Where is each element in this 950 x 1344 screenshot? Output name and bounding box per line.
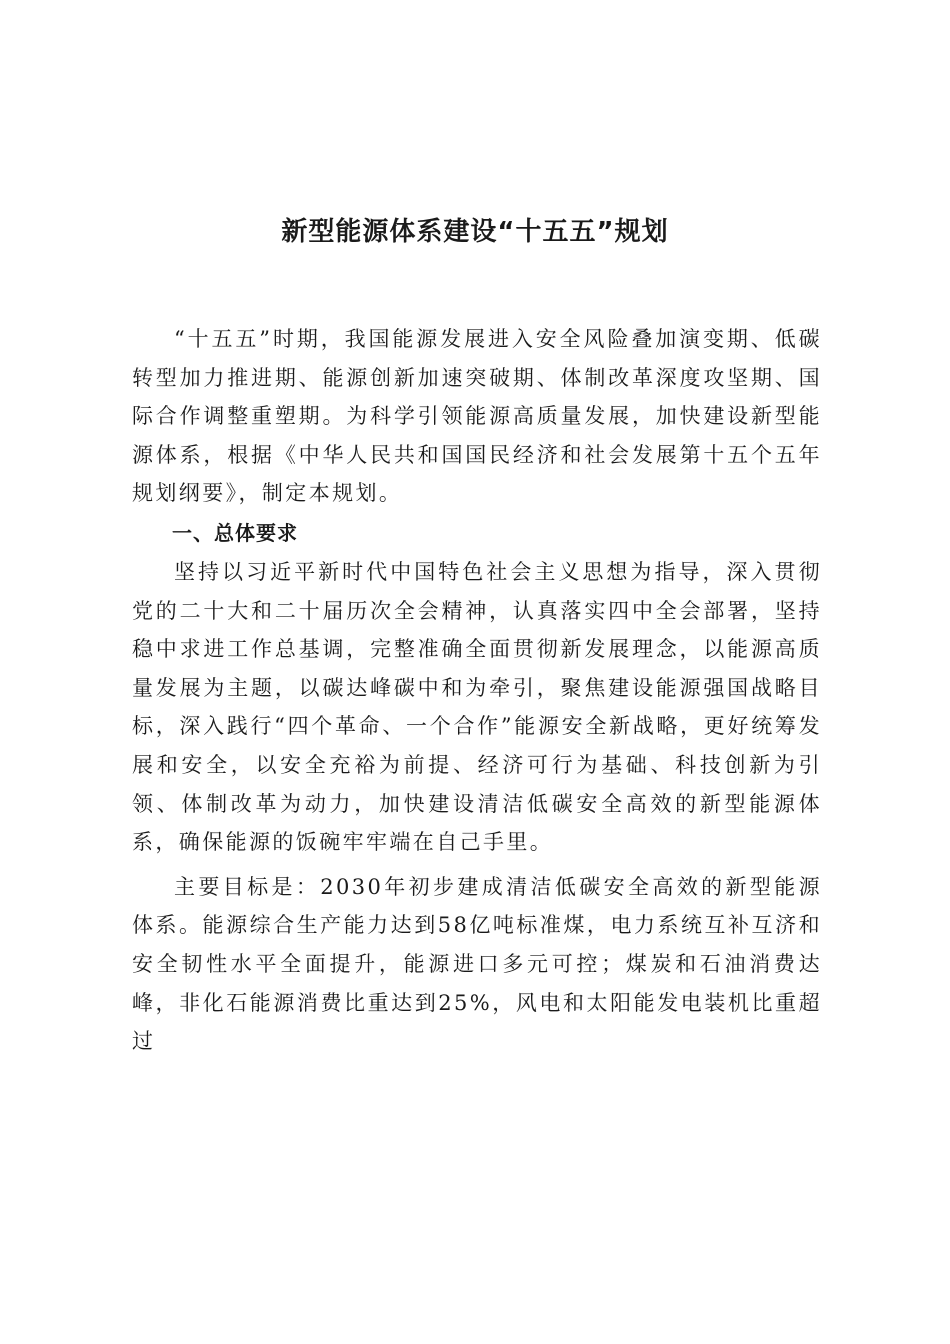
document-title: 新型能源体系建设“十五五”规划 xyxy=(281,217,669,247)
section-heading: 一、总体要求 xyxy=(172,520,298,545)
main-goals-paragraph: 主要目标是：2030年初步建成清洁低碳安全高效的新型能源体系。能源综合生产能力达到58亿吨标准煤，电力系统互补互济和安全韧性水平全面提升，能源进口多元可控；煤炭和石油消费达峰，非化石能源消费比重达到25%，风电和太阳能发电装机比重超过 xyxy=(132,874,822,1054)
guiding-principles-paragraph: 坚持以习近平新时代中国特色社会主义思想为指导，深入贯彻党的二十大和二十届历次全会精神，认真落实四中全会部署，坚持稳中求进工作总基调，完整准确全面贯彻新发展理念，以能源高质量发展为主题，以碳达峰碳中和为牵引，聚焦建设能源强国战略目标，深入践行“四个革命、一个合作”能源安全新战略，更好统筹发展和安全，以安全充裕为前提、经济可行为基础、科技创新为引领、体制改革为动力，加快建设清洁低碳安全高效的新型能源体系，确保能源的饭碗牢牢端在自己手里。 xyxy=(132,559,822,855)
intro-paragraph: “十五五”时期，我国能源发展进入安全风险叠加演变期、低碳转型加力推进期、能源创新加速突破期、体制改革深度攻坚期、国际合作调整重塑期。为科学引领能源高质量发展，加快建设新型能源体系，根据《中华人民共和国国民经济和社会发展第十五个五年规划纲要》，制定本规划。 xyxy=(132,327,822,506)
document-body xyxy=(132,320,822,1061)
